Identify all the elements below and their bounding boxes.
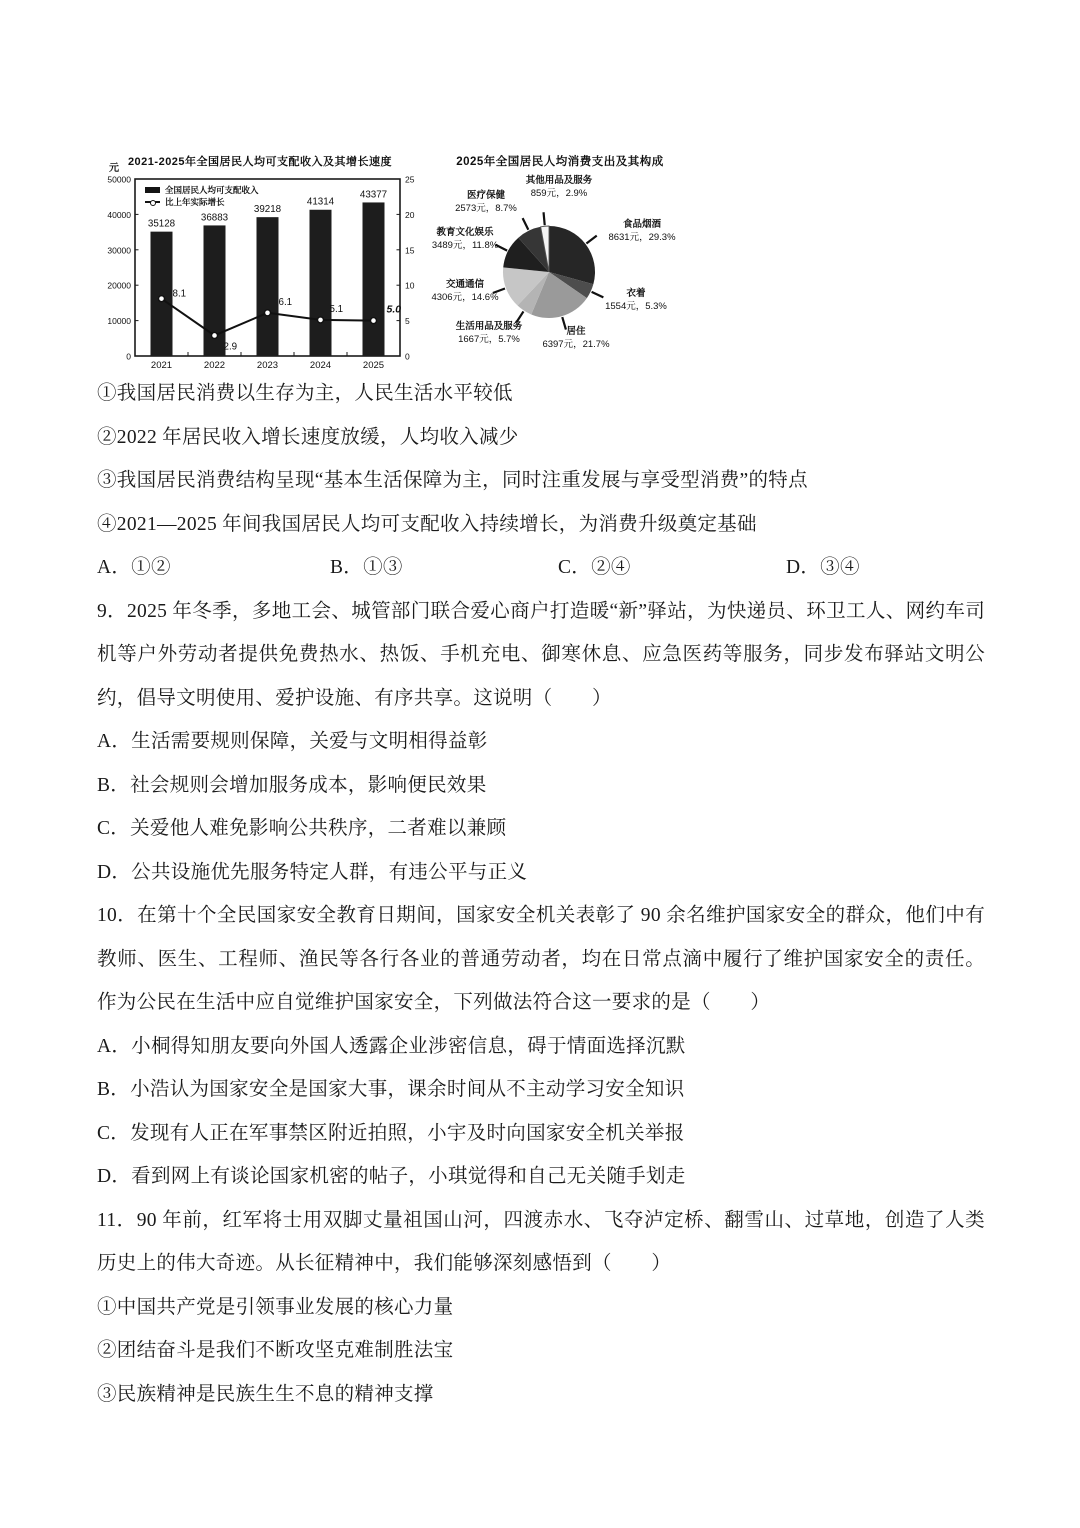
growth-rate-label: 6.1 xyxy=(278,296,293,308)
q8-statement-2: ②2022 年居民收入增长速度放缓，人均收入减少 xyxy=(97,426,519,448)
q9-option-d: D．公共设施优先服务特定人群，有违公平与正义 xyxy=(97,861,528,883)
consumption-pie-chart xyxy=(429,132,721,372)
line-series-marker-icon xyxy=(145,201,160,203)
q8-option-a: A．①② xyxy=(97,557,171,578)
left-axis-tick: 0 xyxy=(126,351,131,362)
pie-slice-name-label: 食品烟酒 xyxy=(622,219,662,230)
x-axis-year-label: 2022 xyxy=(203,360,226,371)
growth-rate-label: 8.1 xyxy=(172,288,187,300)
q8-options-row xyxy=(97,546,985,590)
x-axis-year-label: 2025 xyxy=(362,360,385,371)
pie-slice-value-label: 4306元，14.6% xyxy=(431,292,499,303)
q8-option-d: D．③④ xyxy=(786,557,860,578)
q10-option-d: D．看到网上有谈论国家机密的帖子，小琪觉得和自己无关随手划走 xyxy=(97,1166,686,1187)
consumption-pie-chart-canvas xyxy=(429,132,721,372)
q8-statement-3: ③我国居民消费结构呈现“基本生活保障为主，同时注重发展与享受型消费”的特点 xyxy=(97,470,808,491)
x-axis-year-label: 2023 xyxy=(256,360,279,371)
q10-option-b: B．小浩认为国家安全是国家大事，课余时间从不主动学习安全知识 xyxy=(97,1079,685,1100)
bar-value-label: 36883 xyxy=(200,212,229,224)
q11-statement-3: ③民族精神是民族生生不息的精神支撑 xyxy=(97,1383,434,1405)
right-axis-tick: 20 xyxy=(405,209,415,220)
q9-option-c: C．关爱他人难免影响公共秩序，二者难以兼顾 xyxy=(97,818,507,839)
bar-series-swatch-icon xyxy=(145,187,160,193)
right-axis-tick: 0 xyxy=(405,351,410,362)
bar-value-label: 43377 xyxy=(359,189,388,201)
charts-row xyxy=(95,132,721,372)
left-axis-tick: 30000 xyxy=(107,245,131,256)
right-axis-tick: 5 xyxy=(405,316,410,327)
pie-slice-name-label: 居住 xyxy=(566,326,586,337)
bar-value-label: 39218 xyxy=(253,204,282,216)
income-bar-chart-canvas xyxy=(95,132,425,372)
left-axis-tick: 20000 xyxy=(107,280,131,291)
q9-option-b: B．社会规则会增加服务成本，影响便民效果 xyxy=(97,774,487,796)
x-axis-year-label: 2024 xyxy=(309,360,332,371)
line-series-legend-label: 比上年实际增长 xyxy=(165,197,225,207)
q10-option-c: C．发现有人正在军事禁区附近拍照，小宇及时向国家安全机关举报 xyxy=(97,1122,685,1144)
left-axis-tick: 50000 xyxy=(107,174,131,185)
bar-chart-legend xyxy=(145,184,259,208)
bar-value-label: 41314 xyxy=(306,196,335,208)
question-text-block xyxy=(97,372,985,1416)
right-axis-tick: 25 xyxy=(405,174,415,185)
x-axis-year-label: 2021 xyxy=(150,360,173,371)
pie-slice-value-label: 3489元，11.8% xyxy=(431,240,499,251)
right-axis-tick: 15 xyxy=(405,245,415,256)
pie-chart-title: 2025年全国居民人均消费支出及其构成 xyxy=(456,156,664,168)
q11-statement-2: ②团结奋斗是我们不断攻坚克难制胜法宝 xyxy=(97,1340,454,1361)
growth-rate-label: 5.1 xyxy=(329,303,344,315)
pie-slice-value-label: 1667元，5.7% xyxy=(458,334,520,345)
income-bar-chart xyxy=(95,132,425,372)
pie-slice-value-label: 1554元，5.3% xyxy=(605,301,667,312)
q10-option-a: A．小桐得知朋友要向外国人透露企业涉密信息，碍于情面选择沉默 xyxy=(97,1035,686,1057)
q10-stem: 10．在第十个全民国家安全教育日期间，国家安全机关表彰了 90 余名维护国家安全的群众，他们中有教师、医生、工程师、渔民等各行各业的普通劳动者，均在日常点滴中履行了维护国家安全的责任。作为公民在生活中应自觉维护国家安全，下列做法符合这一要求的是（ ） xyxy=(97,905,985,1013)
pie-slice-name-label: 生活用品及服务 xyxy=(455,321,523,332)
pie-slice-value-label: 8631元，29.3% xyxy=(608,232,676,243)
left-axis-tick: 10000 xyxy=(107,316,131,327)
q8-option-c: C．②④ xyxy=(558,557,631,578)
pie-slice-value-label: 6397元，21.7% xyxy=(542,339,610,350)
pie-slice-name-label: 衣着 xyxy=(626,288,646,299)
q11-statement-1: ①中国共产党是引领事业发展的核心力量 xyxy=(97,1296,454,1318)
bar-chart-title: 2021-2025年全国居民人均可支配收入及其增长速度 xyxy=(127,156,393,168)
q9-option-a: A．生活需要规则保障，关爱与文明相得益彰 xyxy=(97,731,488,752)
legend-row-growth xyxy=(145,196,259,208)
q8-statement-4: ④2021—2025 年间我国居民人均可支配收入持续增长，为消费升级奠定基础 xyxy=(97,513,757,535)
bar-value-label: 35128 xyxy=(147,218,176,230)
growth-rate-label: 5.0 xyxy=(386,303,402,316)
pie-slice-name-label: 其他用品及服务 xyxy=(525,175,593,186)
pie-slice-value-label: 2573元，8.7% xyxy=(455,203,517,214)
bar-chart-y-axis-unit: 元 xyxy=(109,163,119,174)
pie-slice-value-label: 859元，2.9% xyxy=(530,188,588,199)
pie-slice-name-label: 交通通信 xyxy=(445,279,485,290)
q9-stem: 9．2025 年冬季，多地工会、城管部门联合爱心商户打造暖“新”驿站，为快递员、环卫工人、网约车司机等户外劳动者提供免费热水、热饭、手机充电、御寒休息、应急医药等服务，同步发布驿站文明公约，倡导文明使用、爱护设施、有序共享。这说明（ ） xyxy=(97,600,985,709)
pie-slice-name-label: 医疗保健 xyxy=(466,190,506,201)
legend-row-income xyxy=(145,184,259,196)
q8-statement-1: ①我国居民消费以生存为主，人民生活水平较低 xyxy=(97,383,513,404)
growth-rate-label: 2.9 xyxy=(223,341,238,353)
pie-slice-name-label: 教育文化娱乐 xyxy=(436,227,494,238)
q11-stem: 11．90 年前，红军将士用双脚丈量祖国山河，四渡赤水、飞夺泸定桥、翻雪山、过草地，创造了人类历史上的伟大奇迹。从长征精神中，我们能够深刻感悟到（ ） xyxy=(97,1209,985,1274)
bar-series-legend-label: 全国居民人均可支配收入 xyxy=(165,185,259,195)
right-axis-tick: 10 xyxy=(405,280,415,291)
left-axis-tick: 40000 xyxy=(107,209,131,220)
q8-option-b: B．①③ xyxy=(330,557,403,578)
